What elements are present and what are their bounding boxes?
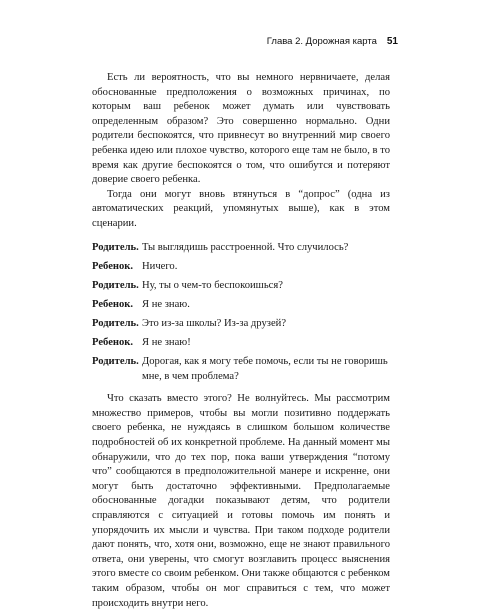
page-body (92, 71, 390, 611)
dialog-line (92, 336, 390, 351)
dialog-line (92, 317, 390, 332)
dialog-text: Ничего. (142, 260, 178, 272)
dialog-line (92, 260, 390, 275)
running-header (267, 36, 398, 47)
speaker-label: Родитель. (92, 241, 139, 253)
speaker-label: Родитель. (92, 356, 139, 368)
chapter-title: Глава 2. Дорожная карта (266, 36, 377, 47)
speaker-label: Ребенок. (92, 298, 134, 310)
speaker-label: Ребенок. (92, 337, 134, 348)
dialog-text: Я не знаю. (142, 298, 190, 310)
dialog-text: Ну, ты о чем-то беспокоишься? (142, 279, 283, 291)
speaker-label: Родитель. (92, 279, 139, 291)
dialog-text: Дорогая, как я могу тебе помочь, если ты не говоришь мне, в чем проблема? (142, 356, 388, 382)
page-number: 51 (386, 36, 398, 47)
dialog-line (92, 279, 390, 294)
dialog-text: Это из-за школы? Из-за друзей? (142, 317, 287, 329)
dialog-line (92, 241, 390, 256)
paragraph: Есть ли вероятность, что вы немного нервничаете, делая обоснованные предположения о возможных причинах, по которым ваш ребенок может думать или чувствовать определенным образом? Это совершенно нормально. Одни родители беспокоятся, что привнесут во внутренний мир своего ребенка идею или плохое чувство, которого еще там не было, в то время как другие беспокоятся о том, что ошибутся и потеряют доверие своего ребенка. (92, 72, 390, 186)
dialog-line (92, 355, 390, 384)
speaker-label: Ребенок. (92, 260, 134, 272)
dialog-text: Я не знаю! (142, 337, 191, 348)
paragraph: Тогда они могут вновь втянуться в “допрос” (одна из автоматических реакций, упомянутых выше), как в этом сценарии. (92, 188, 390, 229)
dialog-line (92, 298, 390, 313)
dialog-block (92, 241, 390, 385)
dialog-text: Ты выглядишь расстроенной. Что случилось? (142, 241, 349, 253)
paragraph: Что сказать вместо этого? Не волнуйтесь. Мы рассмотрим множество примеров, чтобы вы могли позитивно поддержать своего ребенка, не нуждаясь в слишком большом количестве подробностей об их конкретной проблеме. На данный момент мы обнаружили, что до тех пор, пока ваши утверждения “потому что” сообщаются в предположительной манере и искренне, они могут быть достаточно эффективными. Предполагаемые обоснованные догадки показывают детям, что родители справляются с ситуацией и готовы помочь им понять и упорядочить их мысли и чувства. При таком подходе родители дают понять, что, хотя они, возможно, еще не знают правильного ответа, они уверены, что смогут возглавить процесс выяснения этого вместе со своим ребенком. Они также общаются с ребенком таким образом, чтобы он мог справиться с тем, что может происходить внутри него. (92, 393, 390, 609)
speaker-label: Родитель. (92, 317, 139, 329)
